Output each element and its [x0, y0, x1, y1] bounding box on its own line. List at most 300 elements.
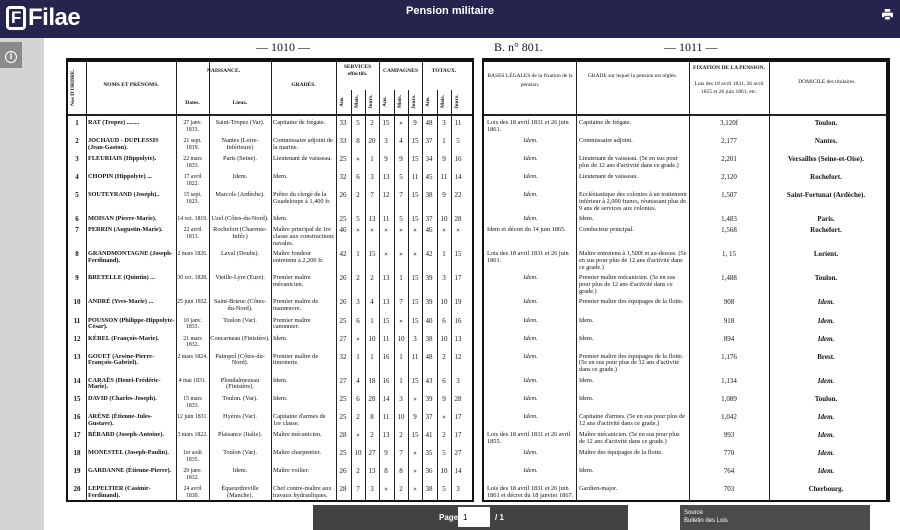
row-birth-place: Toulon (Var). [223, 448, 257, 456]
row-value: » [384, 250, 388, 259]
row-value: 6 [442, 376, 446, 385]
row-grade: Maître charpentier. [273, 448, 321, 456]
row-birth-place: Rochefort (Charente-Infér.) [213, 226, 267, 241]
row-value: 6 [356, 394, 360, 403]
row-birth-date: 12 juin 1831. [177, 413, 208, 420]
row-number: 12 [73, 334, 81, 343]
row-pension-grade: Maître des équipages de la flotte. [579, 448, 663, 456]
row-pension-amount: 894 [723, 334, 735, 343]
row-value: 3 [442, 274, 446, 283]
row-legal-basis: Idem et décret du 14 juin 1865. [487, 226, 566, 234]
row-value: 6 [356, 316, 360, 325]
row-grade: Capitaine d'armes de 1re classe. [273, 412, 326, 427]
row-value: » [456, 226, 460, 235]
row-value: 26 [339, 298, 347, 307]
row-grade: Premier maître de manœuvre. [273, 298, 319, 313]
header-fixation-sub: Lois des 18 avril 1831, 26 avril 1855 et 26 juin 1861, etc. [694, 81, 764, 95]
row-value: 48 [425, 352, 433, 361]
row-domicile: Toulon. [814, 274, 838, 283]
row-birth-date: 25 juin 1832. [177, 299, 208, 306]
row-name: ARÈNE (Étienne-Jules-Gustave). [88, 412, 153, 427]
row-legal-basis: Idem. [523, 155, 538, 163]
row-grade: Maître fondeur entretenu à 2,200 fr. [273, 250, 324, 265]
row-domicile: Versailles (Seine-et-Oise). [788, 155, 864, 164]
row-value: 2 [356, 274, 360, 283]
row-value: 8 [356, 137, 360, 146]
row-value: 15 [454, 250, 462, 259]
row-number: 7 [75, 226, 79, 235]
row-value: 27 [454, 448, 462, 457]
row-number: 16 [73, 412, 81, 421]
row-value: 11 [454, 119, 462, 128]
row-domicile: Paris. [817, 215, 835, 224]
row-value: » [384, 226, 388, 235]
row-value: 11 [382, 215, 390, 224]
row-value: 2 [356, 191, 360, 200]
row-value: 28 [454, 394, 462, 403]
row-pension-grade: Conducteur principal. [579, 226, 634, 234]
column-divider [271, 62, 272, 500]
row-value: 26 [339, 191, 347, 200]
row-value: 18 [368, 376, 376, 385]
row-value: 3 [399, 394, 403, 403]
row-domicile: Idem. [817, 430, 835, 439]
row-grade: Prêtre du clergé de la Guadeloupe à 1,400 fr. [273, 191, 331, 206]
header-totaux: TOTAUX. [431, 68, 457, 74]
row-value: 13 [382, 274, 390, 283]
row-value: 15 [368, 250, 376, 259]
row-value: 10 [368, 334, 376, 343]
row-grade: Premier maître mécanicien. [273, 274, 311, 289]
row-domicile: Idem. [817, 298, 835, 307]
row-domicile: Idem. [817, 448, 835, 457]
row-number: 20 [73, 484, 81, 493]
row-pension-amount: 1,507 [721, 191, 737, 200]
row-domicile: Toulon. [814, 119, 838, 128]
row-pension-grade: Maître mécanicien. (5e en sus pour plus de 12 ans d'activité dans ce grade.) [579, 430, 680, 445]
header-ans: Ans. [382, 96, 388, 107]
row-name: GRANDMONTAGNE (Joseph-Ferdinand). [88, 250, 173, 265]
document-viewer[interactable] [44, 38, 900, 530]
row-domicile: Toulon. [814, 394, 838, 403]
page-input[interactable] [458, 507, 490, 527]
row-value: 26 [339, 466, 347, 475]
row-birth-place: Concarneau (Finistère). [210, 334, 270, 342]
row-domicile: Rochefort. [810, 173, 842, 182]
row-pension-amount: 1,568 [721, 226, 737, 235]
row-value: 10 [440, 298, 448, 307]
row-pension-amount: 918 [723, 316, 735, 325]
row-name: CHOPIN (Hippolyte) ... [88, 173, 152, 181]
row-pension-grade: Lieutenant de vaisseau. [579, 173, 638, 181]
row-value: 1 [399, 352, 403, 361]
row-value: 27 [368, 448, 376, 457]
source-value: Bulletin des Lois [684, 518, 728, 524]
row-value: 10 [397, 412, 405, 421]
row-value: 9 [384, 448, 388, 457]
sidebar [0, 38, 44, 530]
right-table [482, 58, 890, 502]
row-birth-place: Plondalmezeau (Finistère). [220, 376, 260, 391]
row-value: 27 [339, 376, 347, 385]
row-value: 5 [399, 173, 403, 182]
row-value: 11 [382, 412, 390, 421]
row-legal-basis: Idem. [523, 137, 538, 145]
row-domicile: Idem. [817, 466, 835, 475]
row-value: 46 [425, 226, 433, 235]
row-value: » [413, 394, 417, 403]
row-domicile: Idem. [817, 376, 835, 385]
row-value: 16 [382, 376, 390, 385]
row-value: 3 [370, 173, 374, 182]
row-birth-date: 30 oct. 1828. [177, 275, 208, 282]
row-pension-amount: 993 [723, 430, 735, 439]
row-grade: Idem. [273, 394, 288, 402]
row-domicile: Lorient. [813, 250, 839, 259]
row-value: 15 [411, 155, 419, 164]
row-domicile: Cherbourg. [808, 484, 844, 493]
row-legal-basis: Lois des 18 avril 1831 et 26 juin 1861. [487, 119, 569, 133]
row-value: 6 [442, 316, 446, 325]
row-value: 28 [454, 215, 462, 224]
row-legal-basis: Lois des 18 avril 1831 et 26 juin 1861 et décret du 18 janvier 1867. [487, 484, 574, 499]
row-value: 17 [454, 412, 462, 421]
row-value: 9 [413, 119, 417, 128]
row-value: » [413, 484, 417, 493]
row-birth-date: 3 mars 1822. [177, 431, 208, 438]
row-pension-grade: Idem. [579, 334, 594, 342]
header-jours: Jours. [411, 94, 417, 109]
row-value: 38 [425, 191, 433, 200]
row-value: » [413, 250, 417, 259]
row-value: 22 [454, 191, 462, 200]
row-value: 12 [382, 191, 390, 200]
column-divider [86, 62, 87, 500]
row-grade: Maître mécanicien. [273, 430, 322, 438]
row-number: 11 [73, 316, 81, 325]
page-title: Pension militaire [405, 5, 495, 17]
row-value: 11 [411, 173, 419, 182]
header-domicile: DOMICILE des titulaires. [798, 79, 856, 85]
row-value: 37 [425, 137, 433, 146]
row-value: 14 [454, 466, 462, 475]
row-value: 2 [442, 430, 446, 439]
row-birth-place: Paris (Seine). [223, 155, 257, 163]
row-pension-grade: Commissaire adjoint. [579, 137, 633, 145]
row-pension-amount: 2,201 [721, 155, 737, 164]
row-pension-grade: Idem. [579, 215, 594, 223]
row-birth-date: 10 janv. 1833. [183, 317, 202, 331]
row-birth-date: 22 avril 1813. [183, 227, 202, 241]
row-value: 1 [442, 250, 446, 259]
row-value: 13 [382, 430, 390, 439]
row-name: PERRIN (Augustin-Marie). [88, 226, 163, 234]
row-value: 1 [399, 274, 403, 283]
row-value: 46 [339, 226, 347, 235]
row-value: 9 [442, 394, 446, 403]
row-grade: Chef contre-maître aux travaux hydrauliques. [273, 484, 332, 499]
row-legal-basis: Idem. [523, 215, 538, 223]
row-legal-basis: Idem. [523, 394, 538, 402]
row-pension-grade: Maître entretenu à 1,500f et au-dessus. (5e en sus pour plus de 12 ans d'activité dans ce grade.) [579, 250, 687, 271]
row-value: 32 [339, 352, 347, 361]
row-value: 3 [384, 137, 388, 146]
row-grade: Lieutenant de vaisseau. [273, 155, 332, 163]
row-name: BÉRARD (Joseph-Antoine). [88, 430, 164, 438]
row-value: 6 [356, 173, 360, 182]
row-number: 9 [75, 274, 79, 283]
row-value: 2 [370, 119, 374, 128]
row-birth-date: 1er août 1835. [183, 449, 202, 463]
row-value: 13 [368, 215, 376, 224]
row-value: 34 [425, 155, 433, 164]
row-value: 2 [356, 466, 360, 475]
header-grades: GRADÉS. [291, 82, 316, 88]
row-number: 13 [73, 352, 81, 361]
row-value: 15 [411, 215, 419, 224]
row-value: 15 [411, 298, 419, 307]
row-value: 16 [454, 155, 462, 164]
row-value: » [442, 226, 446, 235]
row-value: » [384, 484, 388, 493]
row-value: 25 [339, 448, 347, 457]
row-pension-grade: Premier maître des équipages de la flotte. [579, 298, 684, 306]
row-grade: Commissaire adjoint de la marine. [273, 137, 333, 151]
header-ans: Ans. [425, 96, 431, 107]
column-divider [576, 62, 577, 500]
row-name: CARAËS (Henri-Frédéric-Marie). [88, 376, 161, 391]
row-value: 33 [339, 119, 347, 128]
row-value: 17 [454, 430, 462, 439]
row-value: 25 [339, 155, 347, 164]
row-legal-basis: Lois des 18 avril 1831 et 26 juin 1861. [487, 250, 569, 265]
row-number: 6 [75, 215, 79, 224]
row-value: 15 [411, 316, 419, 325]
row-value: 11 [382, 334, 390, 343]
row-birth-place: Idem. [232, 466, 248, 474]
row-legal-basis: Idem. [523, 191, 538, 199]
row-legal-basis: Idem. [523, 466, 538, 474]
row-legal-basis: Idem. [523, 274, 538, 282]
row-grade: Capitaine de frégate. [273, 119, 326, 127]
row-grade: Idem. [273, 334, 288, 342]
row-value: 13 [368, 466, 376, 475]
row-name: MONESTEL (Joseph-Paulin). [88, 448, 169, 456]
row-pension-grade: Capitaine de frégate. [579, 119, 632, 127]
row-birth-date: 29 janv. 1832. [183, 467, 202, 481]
row-value: 5 [456, 137, 460, 146]
header-campagnes: CAMPAGNES [382, 68, 419, 74]
row-value: 2 [399, 484, 403, 493]
row-value: 15 [411, 191, 419, 200]
row-value: 3 [370, 484, 374, 493]
right-page-number: — 1011 — [664, 40, 718, 54]
row-value: 3 [442, 119, 446, 128]
row-value: 42 [339, 250, 347, 259]
row-value: 8 [370, 412, 374, 421]
row-value: 42 [425, 250, 433, 259]
source-label: Source [684, 510, 704, 516]
row-value: 17 [454, 274, 462, 283]
row-pension-grade: Premier maître mécanicien. (5e en sus pour plus de 12 ans d'activité dans ce grade.) [579, 274, 676, 296]
row-value: 39 [425, 394, 433, 403]
header-lieux: Lieux. [232, 100, 248, 106]
header-naissance: NAISSANCE. [206, 68, 241, 74]
row-number: 3 [75, 155, 79, 164]
header-ans: Ans. [339, 96, 345, 107]
row-legal-basis: Idem. [523, 352, 538, 360]
row-pension-grade: Lieutenant de vaisseau. (5e en sus pour plus de 12 ans d'activité dans ce grade.) [579, 155, 679, 169]
row-birth-place: Saint-Brieuc (Côtes-du-Nord). [214, 298, 266, 313]
row-value: 16 [454, 316, 462, 325]
row-number: 8 [75, 250, 79, 259]
row-value: 1 [370, 316, 374, 325]
row-pension-grade: Idem. [579, 394, 594, 402]
header-jours: Jours. [454, 94, 460, 109]
filae-logo[interactable]: F Filae [6, 4, 80, 32]
header-services: SERVICES effectifs. [343, 64, 372, 77]
row-value: » [356, 155, 360, 164]
row-value: 28 [368, 394, 376, 403]
row-value: 5 [442, 448, 446, 457]
row-birth-place: Marcols (Ardèche). [215, 191, 265, 199]
row-value: 3 [356, 298, 360, 307]
row-pension-amount: 703 [723, 484, 735, 493]
row-pension-amount: 1,176 [721, 352, 737, 361]
row-value: 13 [454, 334, 462, 343]
row-value: 1 [399, 376, 403, 385]
row-value: 7 [399, 298, 403, 307]
column-divider [769, 62, 770, 500]
row-value: 5 [356, 119, 360, 128]
row-pension-grade: Idem. [579, 466, 594, 474]
row-pension-amount: 1,042 [721, 412, 737, 421]
row-pension-grade: Ecclésiastique des colonies à un traitement inférieur à 2,000 francs, réunissant plus de 9 ans de services aux colonies. [579, 191, 687, 212]
row-birth-date: 2 mars 1824. [177, 353, 208, 360]
row-domicile: Saint-Fortunat (Ardèche). [786, 191, 866, 200]
row-value: 12 [454, 352, 462, 361]
row-birth-place: Hyères (Var). [223, 412, 257, 420]
row-birth-date: 15 sept. 1823. [183, 192, 202, 206]
row-domicile: Nantes. [814, 137, 838, 146]
row-number: 14 [73, 376, 81, 385]
row-name: GARDANNE (Étienne-Pierre). [88, 466, 172, 474]
pagination-bar [313, 505, 628, 530]
row-legal-basis: Idem. [523, 316, 538, 324]
row-value: 11 [411, 352, 419, 361]
row-birth-place: Idem. [232, 173, 248, 181]
row-value: 25 [339, 316, 347, 325]
row-domicile: Idem. [817, 316, 835, 325]
row-value: 10 [440, 466, 448, 475]
row-value: 27 [339, 334, 347, 343]
info-button[interactable] [0, 42, 22, 68]
row-value: 2 [370, 430, 374, 439]
row-birth-date: 17 avril 1822. [183, 174, 202, 187]
info-icon: i [5, 51, 17, 63]
row-value: 3 [456, 484, 460, 493]
row-value: 10 [440, 334, 448, 343]
row-value: 36 [425, 466, 433, 475]
row-name: SOUTEYRAND (Joseph).. [88, 191, 160, 199]
row-grade: Idem. [273, 376, 288, 384]
row-birth-date: 21 mars 1832. [183, 335, 202, 349]
row-domicile: Idem. [817, 412, 835, 421]
row-birth-date: 15 mars 1833. [183, 395, 202, 409]
row-value: 39 [425, 274, 433, 283]
row-value: 2 [356, 412, 360, 421]
row-name: MOISAN (Pierre-Marie). [88, 215, 157, 223]
row-pension-amount: 1,488 [721, 274, 737, 283]
row-name: GOUET (Arsène-Pierre-François-Gabriel). [88, 352, 155, 367]
row-birth-date: 27 janv. 1833. [183, 120, 202, 133]
row-pension-grade: Idem. [579, 376, 594, 384]
row-birth-place: Équeurdreville (Manche). [221, 484, 259, 499]
row-value: 15 [411, 376, 419, 385]
row-name: ANDRÉ (Yves-Marie) ... [88, 298, 154, 306]
row-value: 43 [425, 376, 433, 385]
row-value: 15 [411, 137, 419, 146]
row-birth-place: Saint-Tropez (Var). [215, 119, 265, 127]
row-number: 1 [75, 119, 79, 128]
row-birth-date: 24 avril 1830. [183, 485, 202, 499]
row-birth-place: Nantes (Loire-Inférieure) [221, 137, 259, 151]
row-grade: Maître voilier. [273, 466, 310, 474]
row-value: 15 [382, 119, 390, 128]
row-value: 7 [399, 191, 403, 200]
row-value: 15 [382, 316, 390, 325]
row-value: 1 [370, 155, 374, 164]
row-value: » [442, 412, 446, 421]
row-value: 19 [454, 298, 462, 307]
row-domicile: Idem. [817, 334, 835, 343]
print-icon[interactable] [882, 9, 893, 20]
row-name: BRETELLE (Quintin) ... [88, 274, 156, 282]
row-value: 2 [370, 274, 374, 283]
row-value: 10 [440, 215, 448, 224]
row-value: 25 [339, 394, 347, 403]
row-value: 45 [425, 173, 433, 182]
row-name: DAVID (Charles-Joseph). [88, 394, 157, 402]
header-names: NOMS ET PRÉNOMS. [103, 82, 159, 88]
row-value: 3 [456, 376, 460, 385]
app-header [0, 0, 900, 38]
row-birth-place: Toulon. (Var). [222, 394, 258, 402]
row-pension-amount: 2,177 [721, 137, 737, 146]
row-value: 4 [356, 376, 360, 385]
header-dates: Dates. [185, 100, 200, 106]
row-number: 2 [75, 137, 79, 146]
row-value: 33 [339, 137, 347, 146]
header-mois: Mois. [440, 95, 446, 108]
row-value: 1 [370, 352, 374, 361]
header-mois: Mois. [354, 95, 360, 108]
row-value: 25 [339, 215, 347, 224]
row-value: 5 [356, 215, 360, 224]
row-pension-amount: 764 [723, 466, 735, 475]
row-value: 28 [339, 430, 347, 439]
row-pension-amount: 1,134 [721, 376, 737, 385]
header-grade: GRADE sur lequel la pension est réglée. [587, 73, 678, 79]
row-value: 40 [425, 316, 433, 325]
row-value: 32 [339, 173, 347, 182]
row-birth-place: Vieille-Lyre (Eure). [215, 274, 265, 282]
row-legal-basis: Idem. [523, 412, 538, 420]
row-pension-amount: 1,089 [721, 394, 737, 403]
row-value: 3 [413, 334, 417, 343]
row-value: 38 [425, 484, 433, 493]
row-value: 20 [368, 137, 376, 146]
